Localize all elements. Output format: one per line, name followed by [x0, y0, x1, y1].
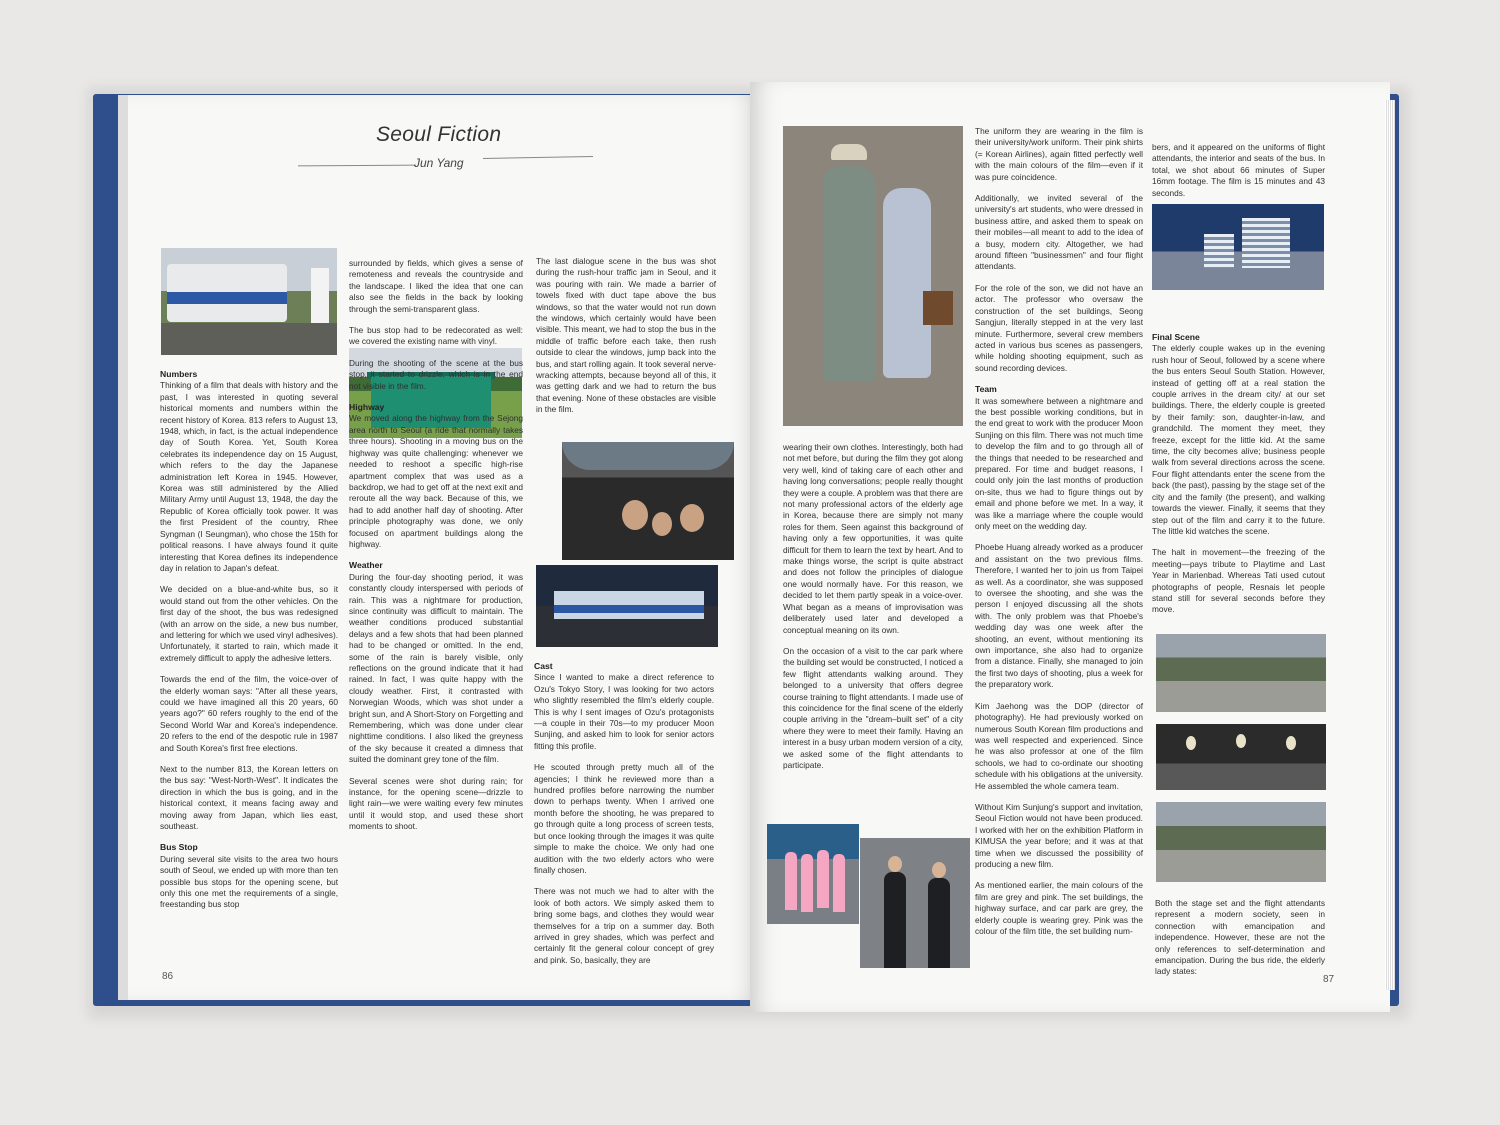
paragraph: We moved along the highway from the Sejong area north to Seoul (a ride that normally takes three hours). Shooting in a moving bus on the highway was quite challenging: whenever we needed to reshoot a specific high-rise apartment complex that was used as a backdrop, we had to get off at the next exit and reroute all the way back. Because of this, we had to add another half day of shooting. After principle photography was done, we only focused on apartment buildings along the highway.	[349, 413, 523, 549]
section-heading: Final Scene	[1152, 332, 1200, 342]
paragraph: Without Kim Sunjung's support and invitation, Seoul Fiction would not have been produced. I worked with her on the exhibition Platform in KIMUSA the year before; and it was at that time when we discussed the possibility of producing a new film.	[975, 801, 1143, 869]
night-bus-photo	[536, 565, 718, 647]
right-column-2	[975, 126, 1143, 947]
left-column-2	[349, 258, 523, 843]
title-rule-right	[483, 156, 593, 159]
left-page	[118, 95, 760, 1000]
paragraph: Next to the number 813, the Korean letters on the bus say: "West-North-West". It indicates the direction in which the bus is going, and in the historical context, it means facing away and moving away from Japan, which lies east, southeast.	[160, 764, 338, 832]
paragraph: It was somewhere between a nightmare and the best possible working conditions, but in the end great to work with the producer Moon Sunjing on this film. There was not much time to develop the film and to go through all of the things that needed to be researched and prepared. For time and budget reasons, I could only join the last months of production on-site, thus we had to figure things out by email and phone before we met. In a way, it was like a marriage where the couple would only meet on the wedding day.	[975, 395, 1143, 531]
page-number-left: 86	[162, 971, 174, 982]
page-edges	[1385, 100, 1395, 990]
paragraph: We decided on a blue-and-white bus, so it would stand out from the other vehicles. On the first day of the shoot, the bus was redesigned (with an arrow on the side, a new bus number, and lettering for which we used vinyl adhesives). Unfortunately, it started to rain, which made it extremely difficult to apply the adhesive letters.	[160, 584, 339, 663]
paragraph: He scouted through pretty much all of the agencies; I think he reviewed more than a hundred profiles before narrowing the number down to perhaps twenty. When I arrived one month before the shooting, he was prepared to go through quite a long process of screen tests, but once looking through the images it was quite simple to make the choice. We only had one audition with the two elderly actors who were finally chosen.	[534, 762, 714, 875]
elderly-couple-photo	[783, 126, 963, 426]
paragraph: Both the stage set and the flight attendants represent a modern society, seen in connection with emancipation and independence. However, these are not the only references to self-determination and emancipation. During the bus ride, the elderly lady states:	[1155, 898, 1325, 977]
businessmen-photo	[860, 838, 970, 968]
section-heading: Cast	[534, 661, 553, 671]
paragraph: Phoebe Huang already worked as a producer and assistant on the two previous films. Therefore, I wanted her to join us from Taipei as well. As a coordinator, she was supposed to oversee the shooting, and she was the person I enjoyed discussing all the shots with. The only problem was that Phoebe's wedding day was one week after the shooting, an event, without mentioning its own importance, she also had to organize from a distance. Finally, she managed to join the first two days of shooting, plus a week for the preparatory work.	[975, 542, 1143, 690]
left-column-1	[160, 369, 338, 921]
final-scene-still-2	[1156, 724, 1326, 790]
left-column-3	[536, 256, 716, 426]
bus-photo	[161, 248, 337, 355]
section-heading: Highway	[349, 402, 385, 413]
paragraph: bers, and it appeared on the uniforms of flight attendants, the interior and seats of the bus. In total, we shot about 66 minutes of Super 16mm footage. The film is 15 minutes and 43 seconds.	[1152, 142, 1325, 198]
paragraph: Towards the end of the film, the voice-over of the elderly woman says: "After all these years, could we have imagined all this 20 years, 60 years ago?" 60 refers roughly to the end of the Second World War and Korea's independence. 20 refers to the end of the despotic rule in 1987 and South Korea's first free elections.	[160, 674, 338, 753]
paragraph: surrounded by fields, which gives a sense of remoteness and reveals the countryside and the landscape. I liked the idea that one can also see the fields in the back by looking through the semi-transparent glass.	[349, 258, 523, 314]
paragraph: There was not much we had to alter with the look of both actors. We simply asked them to bring some bags, and clothes they would wear themselves for a trip on a summer day. Both arrived in grey shades, which was perfect and certainly fit the general colour concept of grey and pink. So, basically, they are	[534, 886, 714, 965]
paragraph: Kim Jaehong was the DOP (director of photography). He had previously worked on numerous South Korean film productions and was well respected and experienced. Since he was also professor at one of the film schools, we had to co-ordinate our shooting schedule with his obligations at the university. He assembled the whole camera team.	[975, 700, 1143, 791]
section-heading: Team	[975, 384, 997, 395]
paragraph: During several site visits to the area two hours south of Seoul, we ended up with more than ten possible bus stops for the opening scene, but only this one met the requirements of a single, freestanding bus stop	[160, 853, 338, 910]
section-heading: Bus Stop	[160, 842, 198, 853]
article-title: Seoul Fiction	[376, 123, 502, 146]
paragraph: The bus stop had to be redecorated as well: we covered the existing name with vinyl.	[349, 325, 523, 347]
paragraph: Several scenes were shot during rain; for instance, for the opening scene—drizzle to light rain—we were waiting every few minutes until it would stop, and used these short moments to shoot.	[349, 775, 523, 832]
paragraph: The halt in movement—the freezing of the meeting—pays tribute to Playtime and Last Year in Marienbad. Whereas Tati used cutout photographs of people, Resnais let people stand still for several seconds before they move.	[1152, 547, 1325, 615]
paragraph: wearing their own clothes. Interestingly, both had not met before, but during the film they got along very well, kind of taking care of each other and having long conversations; people really thought they were a couple. A problem was that there are not many professional actors of the elderly age in Korea, because there are simply not many roles for them. Seen against this background of having only a few opportunities, it was quite difficult for them to learn the text by heart. And to make things worse, the script is quite abstract and does not follow the principles of dialogue one would normally have. For this reason, we decided to let them partly speak in a voice-over. What began as a means of improvisation was deliberately used later and developed a conceptual meaning on its own.	[783, 442, 963, 635]
section-heading: Weather	[349, 560, 383, 571]
paragraph: On the occasion of a visit to the car park where the building set would be constructed, I noticed a few flight attendants walking around. They belonged to a university that offers degree course training to flight attendants. I made use of this coincidence for the final scene of the elderly couple arriving in the "dream–built set" of a city where they were to meet their family. Having an interest in a busy urban modern version of a city, we asked some of the flight attendants to participate.	[783, 645, 963, 770]
right-column-1	[783, 442, 963, 781]
right-column-3	[1152, 142, 1325, 209]
right-page	[750, 82, 1390, 1012]
paragraph: Additionally, we invited several of the university's art students, who were dressed in business attire, and asked them to speak on their mobiles—all meant to add to the idea of a busy, modern city. Altogether, we had around fifteen "businessmen" and four flight attendants.	[975, 193, 1143, 272]
final-scene-still-3	[1156, 802, 1326, 882]
section-heading: Numbers	[160, 369, 198, 379]
set-buildings-photo	[1152, 204, 1324, 290]
paragraph: The last dialogue scene in the bus was shot during the rush-hour traffic jam in Seoul, and it was pouring with rain. We made a barrier of towels fixed with duct tape above the bus windows, so that the water would not run down the windows, which certainly would have been visible. This meant, we had to stop the bus in the middle of traffic before each take, then rush outside to clear the windows, jump back into the bus, and start rolling again. It took several nerve-wracking attempts, because beyond all of this, it was getting dark and we had to return the bus that evening. None of these obstacles are visible in the film.	[536, 256, 716, 415]
paragraph: The elderly couple wakes up in the evening rush hour of Seoul, followed by a scene where the bus enters Seoul South Station. However, instead of getting off at a real station the couple arrives in the dream city/ at our set buildings. There, the elderly couple is greeted by their family: son, daughter-in-law, and grandchild. The moment they meet, they freeze, except for the little kid. At the same time, the city becomes alive; business people walk from several directions across the scene. Four flight attendants enter the scene from the back (the past), passing by the stage set of the city and the family (the present), and walking towards the viewer. Finally, it seems that they step out of the film and carry it to the future. The little kid watches the scene.	[1152, 343, 1325, 536]
final-scene-still-1	[1156, 634, 1326, 712]
right-column-3-bottom	[1155, 898, 1325, 988]
paragraph: As mentioned earlier, the main colours of the film are grey and pink. The set buildings, the highway surface, and car park are grey, the elderly couple is wearing grey. Pink was the colour of the film title, the set building num-	[975, 880, 1143, 936]
right-column-3-lower	[1152, 332, 1325, 626]
page-number-right: 87	[1323, 974, 1335, 985]
paragraph: The uniform they are wearing in the film is their university/work uniform. Their pink shirts (= Korean Airlines), again fitted perfectly well with the main colours of the film—even if it was pure coincidence.	[975, 126, 1143, 182]
paragraph: For the role of the son, we did not have an actor. The professor who oversaw the construction of the set buildings, Seong Sangjun, literally stepped in at the very last minute. Furthermore, several crew members acted in various bus scenes as passengers, while holding shooting equipment, such as sound recording devices.	[975, 282, 1143, 373]
title-rule-left	[298, 165, 416, 167]
flight-attendants-photo	[767, 824, 859, 924]
article-author: Jun Yang	[414, 156, 464, 170]
crowd-photo	[562, 442, 734, 560]
paragraph: Since I wanted to make a direct reference to Ozu's Tokyo Story, I was looking for two actors who slightly resembled the film's elderly couple. This is why I sent images of Ozu's protagonists—a couple in their 70s—to my producer Moon Sunjing, and asked him to look for senior actors fitting this profile.	[534, 672, 714, 751]
paragraph: During the shooting of the scene at the bus stop, it started to drizzle, which is in the end not visible in the film.	[349, 357, 523, 391]
paragraph: During the four-day shooting period, it was constantly cloudy interspersed with periods of rain. This was a nightmare for production, since continuity was difficult to maintain. The weather conditions produced substantial delays and a few shots that had been planned had to be changed or omitted. In the end, some of the rain is barely visible, only reflections on the ground indicate that it had rained. In fact, I was quite happy with the cloudy weather. First, it contrasted with Norwegian Woods, which was shot under a bright sun, and A Short-Story on Forgetting and Remembering, which was done under clear nighttime conditions. I also liked the greyness of the sky because it created a dimness that suited the dominant grey tone of the film.	[349, 571, 523, 765]
left-column-3-lower	[534, 661, 714, 976]
paragraph: Thinking of a film that deals with history and the past, I was interested in quoting several historical moments and numbers within the recent history of Korea. 813 refers to August 13, 1948, which, in fact, is the actual independence day of South Korea. Yet, South Korea celebrates its independence day on 15 August, which refers to the day the Japanese administration left Korea in 1945. However, Korea was still administered by the Allied Military Army until August 13, 1948, the day the Republic of Korea officially took power. It was the first President of the country, Rhee Syngman (I Seungman), who chose the 15th for political reasons. I have always found it quite interesting that Korea defines its independence day in relation to Japan's defeat.	[160, 380, 338, 573]
